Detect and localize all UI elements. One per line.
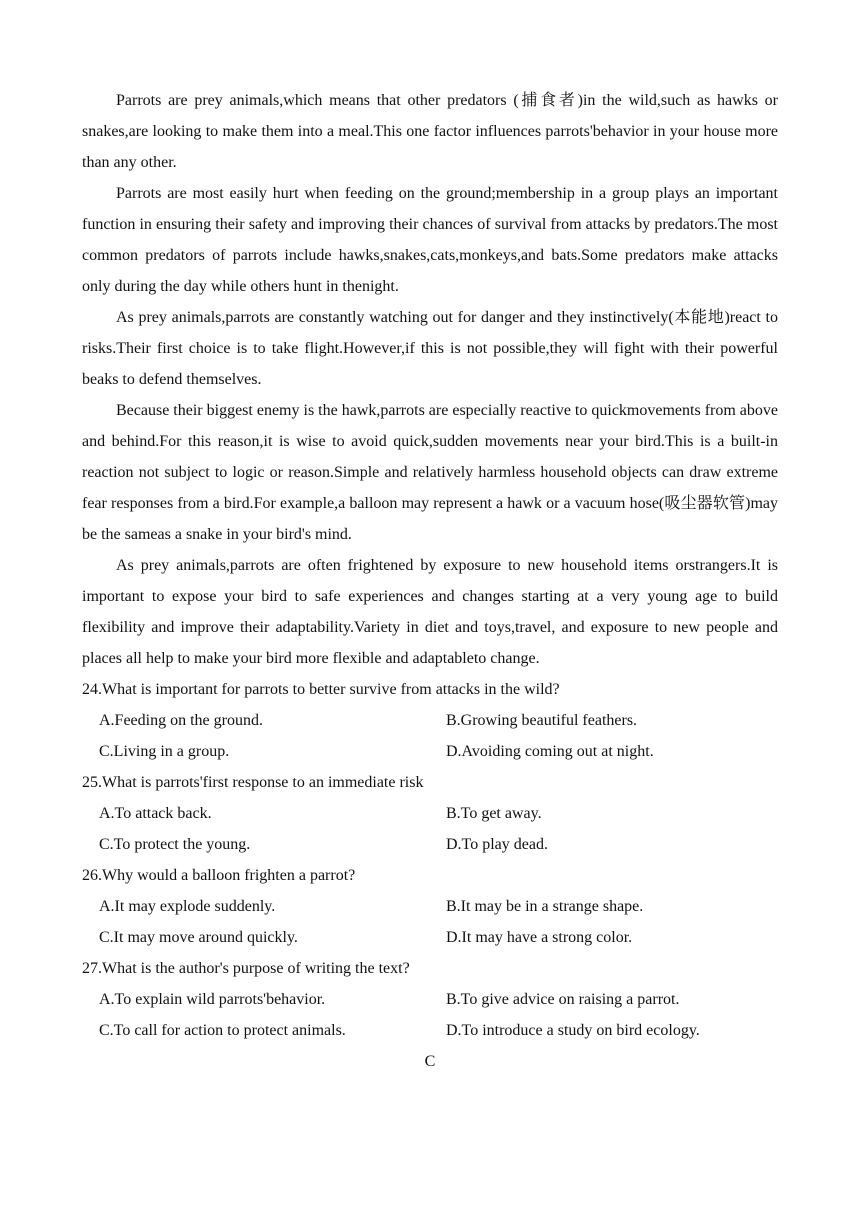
question-stem: 25.What is parrots'first response to an immediate risk [82,774,424,791]
document-page [82,85,778,1077]
option-a: A.Feeding on the ground. [99,712,263,729]
answer-options [82,705,778,767]
passage-paragraph: Parrots are prey animals,which means that other predators (捕食者)in the wild,such as hawks or snakes,are looking to make them into a meal.This one factor influences parrots'behavior in your house more than any other. [82,92,778,171]
option-d: D.To introduce a study on bird ecology. [446,1022,700,1039]
question-24 [82,674,778,767]
question-stem: 27.What is the author's purpose of writing the text? [82,960,410,977]
answer-options [82,798,778,860]
passage-paragraph: As prey animals,parrots are constantly watching out for danger and they instinctively(本能地)react to risks.Their first choice is to take flight.However,if this is not possible,they will fight with their powerful beaks to defend themselves. [82,309,778,388]
question-stem: 26.Why would a balloon frighten a parrot? [82,867,356,884]
passage-paragraph: As prey animals,parrots are often frightened by exposure to new household items orstrangers.It is important to expose your bird to safe experiences and changes starting at a very young age to build flexibility and improve their adaptability.Variety in diet and toys,travel, and exposure to new people and places all help to make your bird more flexible and adaptableto change. [82,557,778,667]
option-c: C.To call for action to protect animals. [99,1022,346,1039]
question-25 [82,767,778,860]
question-26 [82,860,778,953]
answer-options [82,891,778,953]
passage-paragraph: Because their biggest enemy is the hawk,parrots are especially reactive to quickmovements from above and behind.For this reason,it is wise to avoid quick,sudden movements near your bird.This is a built-in reaction not subject to logic or reason.Simple and relatively harmless household objects can draw extreme fear responses from a bird.For example,a balloon may represent a hawk or a vacuum hose(吸尘器软管)may be the sameas a snake in your bird's mind. [82,402,778,543]
option-d: D.It may have a strong color. [446,929,633,946]
option-c: C.To protect the young. [99,836,251,853]
option-b: B.To get away. [446,805,542,822]
option-b: B.To give advice on raising a parrot. [446,991,680,1008]
question-list [82,674,778,1046]
passage-paragraph: Parrots are most easily hurt when feeding on the ground;membership in a group plays an important function in ensuring their safety and improving their chances of survival from attacks by predators.The most common predators of parrots include hawks,snakes,cats,monkeys,and bats.Some predators make attacks only during the day while others hunt in thenight. [82,185,778,295]
option-a: A.To explain wild parrots'behavior. [99,991,326,1008]
question-27 [82,953,778,1046]
option-a: A.To attack back. [99,805,212,822]
reading-passage [82,85,778,674]
option-b: B.It may be in a strange shape. [446,898,644,915]
option-d: D.To play dead. [446,836,548,853]
option-b: B.Growing beautiful feathers. [446,712,638,729]
option-c: C.Living in a group. [99,743,230,760]
option-c: C.It may move around quickly. [99,929,298,946]
option-a: A.It may explode suddenly. [99,898,276,915]
option-d: D.Avoiding coming out at night. [446,743,654,760]
answer-options [82,984,778,1046]
question-stem: 24.What is important for parrots to better survive from attacks in the wild? [82,681,560,698]
section-heading: C [424,1053,436,1070]
